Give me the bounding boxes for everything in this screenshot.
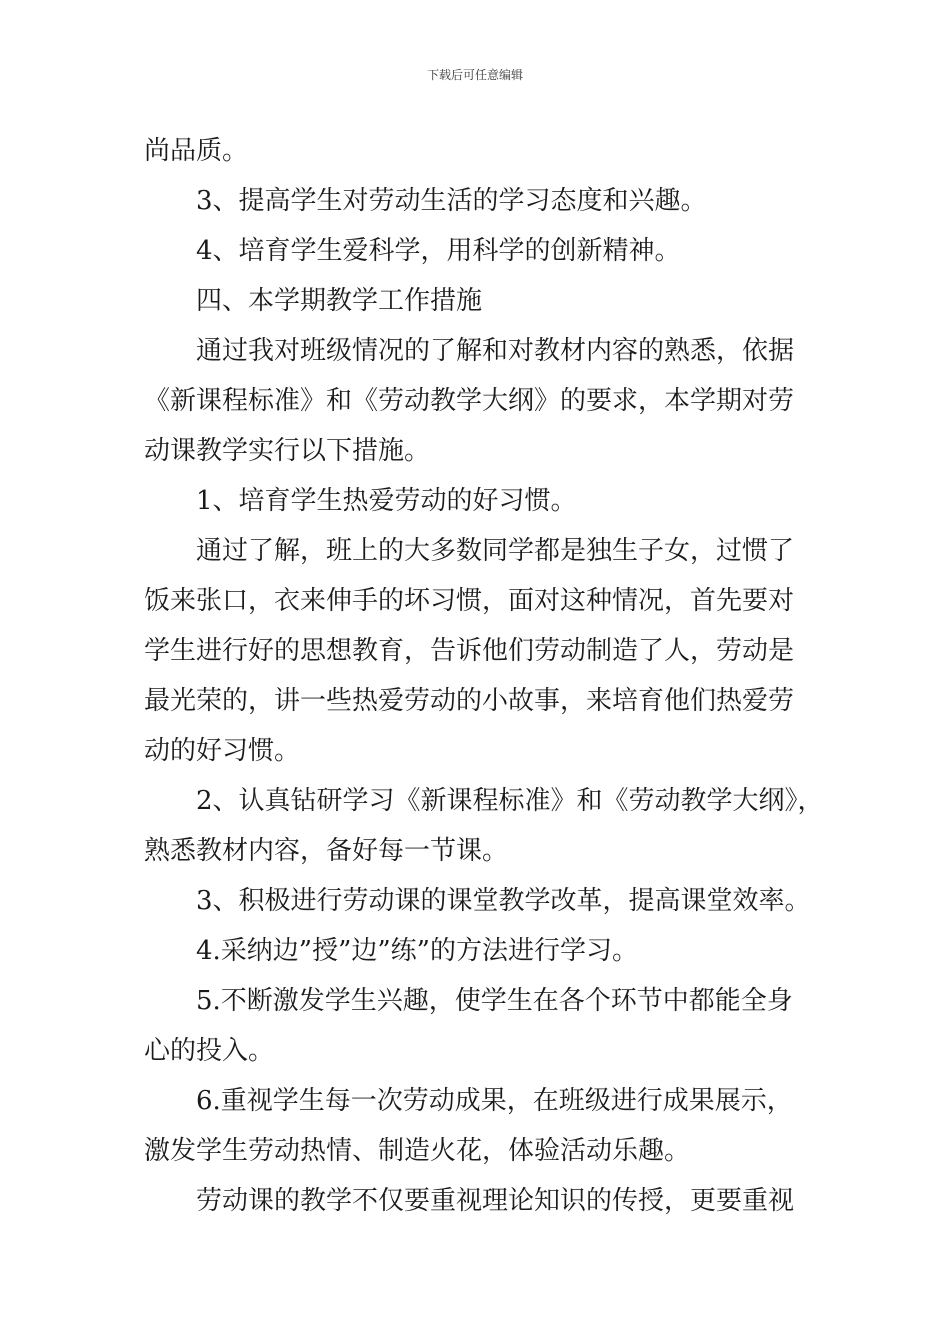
text-line: 6.重视学生每一次劳动成果，在班级进行成果展示， xyxy=(196,1086,793,1116)
text-line: 3、提高学生对劳动生活的学习态度和兴趣。 xyxy=(196,186,707,216)
text-line: 四、本学期教学工作措施 xyxy=(196,286,483,316)
text-line: 学生进行好的思想教育，告诉他们劳动制造了人，劳动是 xyxy=(144,636,795,666)
text-line: 2、认真钻研学习《新课程标准》和《劳动教学大纲》， xyxy=(196,786,824,816)
text-line: 3、积极进行劳动课的课堂教学改革，提高课堂效率。 xyxy=(196,886,811,916)
text-line: 动的好习惯。 xyxy=(144,736,301,766)
text-line: 《新课程标准》和《劳动教学大纲》的要求，本学期对劳 xyxy=(144,386,795,416)
text-line: 动课教学实行以下措施。 xyxy=(144,436,431,466)
text-line: 通过我对班级情况的了解和对教材内容的熟悉，依据 xyxy=(196,336,795,366)
text-line: 尚品质。 xyxy=(144,136,249,166)
text-line: 激发学生劳动热情、制造火花，体验活动乐趣。 xyxy=(144,1136,691,1166)
text-line: 通过了解，班上的大多数同学都是独生子女，过惯了 xyxy=(196,536,795,566)
text-line: 饭来张口，衣来伸手的坏习惯，面对这种情况，首先要对 xyxy=(144,586,795,616)
text-line: 劳动课的教学不仅要重视理论知识的传授，更要重视 xyxy=(196,1186,795,1216)
text-line: 熟悉教材内容，备好每一节课。 xyxy=(144,836,509,866)
document-body xyxy=(144,126,824,1226)
text-line: 5.不断激发学生兴趣，使学生在各个环节中都能全身 xyxy=(196,986,793,1016)
text-line: 4、培育学生爱科学，用科学的创新精神。 xyxy=(196,236,681,266)
text-line: 4.采纳边”授”边”练”的方法进行学习。 xyxy=(196,936,638,966)
text-line: 1、培育学生热爱劳动的好习惯。 xyxy=(196,486,577,516)
text-line: 最光荣的，讲一些热爱劳动的小故事，来培育他们热爱劳 xyxy=(144,686,795,716)
text-line: 心的投入。 xyxy=(144,1036,275,1066)
page-header: 下载后可任意编辑 xyxy=(426,68,523,82)
